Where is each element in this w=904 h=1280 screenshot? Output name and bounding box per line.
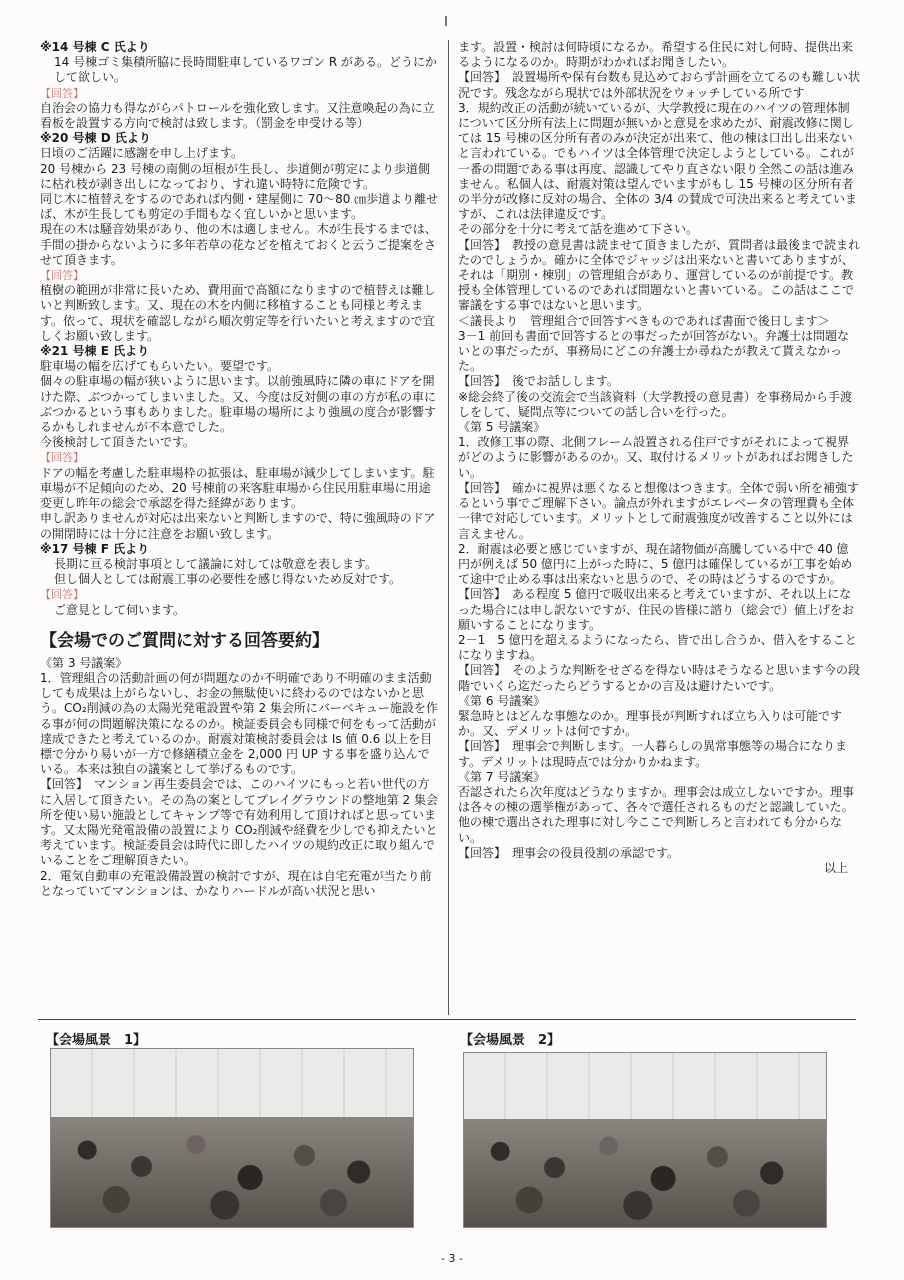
paragraph: 【回答】 設置場所や保有台数も見込めておらず計画を立てるのも難しい状況です。残念ながら現状では外部状況をウォッチしている所です: [458, 70, 861, 100]
paragraph: 現在の木は騒音効果があり、他の木は適しません。木が生長するまでは、手間の掛からないように多年若草の花などを植えておくと云うご提案をさせて頂きます。: [40, 222, 437, 267]
paragraph: 【回答】 理事会で判断します。一人暮らしの異常事態等の場合になります。デメリットは現時点では分かりかねます。: [458, 739, 848, 769]
paragraph: 1．管理組合の活動計画の何が問題なのか不明確であり不明確のまま活動しても成果は上がらないし、お金の無駄使いに終わるのではないかと思う。CO₂削減の為の太陽光発電設置や第 2 集会所にバーベキュー施設を作る事が何の問題解決策になるのか。検証委員会も同様で何をもって活動が達成できたと考えているのか。耐震対策検討委員会は Is 値 0.6 以上を目標で分かり易いが一方で修繕積立金を 2,000 円 UP する事を盛り込んでいる。本来は独自の議案として挙げるものです。: [40, 670, 438, 777]
venue-photo-2: [463, 1052, 827, 1228]
paragraph: 【回答】 後でお話しします。: [458, 374, 620, 389]
paragraph: 否認されたら次年度はどうなりますか。理事会は成立しないですか。理事は各々の棟の選挙権があって、各々で選任されるものだと認識していた。他の棟で選出された理事に対し今ここで判断しろと言われても分からない。: [458, 784, 855, 845]
paragraph: ドアの幅を考慮した駐車場枠の拡張は、駐車場が減少してしまいます。駐車場が不足傾向のため、20 号棟前の来客駐車場から住民用駐車場に用途変更し昨年の総会で承認を得た経緯があります。: [40, 465, 435, 511]
paragraph: 【回答】: [40, 451, 84, 465]
paragraph: 【回答】: [40, 588, 84, 602]
questioner-heading: ※14 号棟 C 氏より: [40, 40, 150, 54]
paragraph: 《第 7 号議案》: [458, 769, 546, 784]
photo-2-title: 【会場風景 2】: [460, 1033, 561, 1048]
paragraph: ご意見として伺います。: [54, 602, 186, 617]
paragraph: 3－1 前回も書面で回答するとの事だったが回答がない。弁護士は問題ないとの事だったが、事務局にどこの弁護士か尋ねたが教えて貰えなかった。: [458, 328, 850, 374]
paragraph: 自治会の協力も得ながらパトロールを強化致します。又注意喚起の為に立看板を設置する方向で検討は致します。（罰金を申受ける等）: [40, 100, 435, 131]
column-divider: [448, 40, 449, 1015]
paragraph: 1．改修工事の際、北側フレーム設置される住戸ですがそれによって視界がどのように影響があるのか。又、取付けるメリットがあればお聞きしたい。: [458, 435, 854, 480]
paragraph: 《第 3 号議案》: [40, 655, 128, 670]
paragraph: 長期に亘る検討事項として議論に対しては敬意を表します。: [54, 556, 378, 571]
paragraph: 【回答】: [40, 86, 84, 100]
paragraph: 【回答】 マンション再生委員会では、このハイツにもっと若い世代の方に入居して頂きたい。その為の案としてプレイグラウンドの整地第 2 集会所を使い易い施設としてキャンプ等で有効利用して頂ければと思っています。又太陽光発電設備の設置により CO₂削減や経費を少しでも抑えたいと考えています。検証委員会は時代に即したハイツの規約改正に取り組んでいることをご理解頂きたい。: [40, 777, 438, 868]
paragraph: 緊急時とはどんな事態なのか。理事長が判断すれば立ち入りは可能ですか。又、デメリットは何ですか。: [458, 708, 843, 739]
paragraph: 2－1 5 億円を超えるようになったら、皆で出し合うか、借入をすることになりますね。: [458, 632, 857, 663]
left-column: [40, 40, 440, 899]
paragraph: 以上: [823, 860, 848, 875]
paragraph: 2．耐震は必要と感じていますが、現在諸物価が高騰している中で 40 億円が例えば 50 億円に上がった時に、5 億円は確保しているが工事を始めて途中で止める事は出来ないと思うので、その時はどうするのですか。: [458, 541, 853, 587]
paragraph: その部分を十分に考えて話を進めて下さい。: [458, 222, 699, 237]
questioner-heading: ※21 号棟 E 氏より: [40, 344, 150, 359]
paragraph: 2．電気自動車の充電設備設置の検討ですが、現在は自宅充電が当たり前となっていてマンションは、かなりハードルが高い状況と思い: [40, 868, 432, 898]
paragraph: 14 号棟ゴミ集積所脇に長時間駐車しているワゴン R がある。どうにかして欲しい。: [54, 55, 438, 85]
paragraph: ※総会終了後の交流会で当該資料（大学教授の意見書）を事務局から手渡しをして、疑問点等についての話し合いを行った。: [458, 389, 853, 419]
paragraph: 個々の駐車場の幅が狭いように思います。以前強風時に隣の車にドアを開けた際、ぶつかってしまいました。又、今度は反対側の車の方が私の車にぶつかるという事もありました。駐車場の場所により強風の度合が影響するかもしれませんが不本意でした。: [40, 374, 437, 435]
paragraph: 申し訳ありませんが対応は出来ないと判断しますので、特に強風時のドアの開閉時には十分に注意をお願い致します。: [40, 511, 436, 541]
paragraph: 日頃のご活躍に感謝を申し上げます。: [40, 146, 244, 161]
page-number: - 3 -: [441, 1252, 463, 1265]
right-column: [458, 40, 860, 876]
paragraph: ＜議長より 管理組合で回答すべきものであれば書面で後日します＞: [458, 313, 830, 328]
paragraph: 《第 6 号議案》: [458, 693, 546, 708]
paragraph: 同じ木に植替えをするのであれば内側・建屋側に 70～80 ㎝歩道より離せば、木が生長しても剪定の手間もなく宜しいかと思います。: [40, 192, 439, 222]
venue-photo-1: [50, 1048, 414, 1228]
paragraph: 【回答】: [40, 269, 84, 283]
questioner-heading: ※17 号棟 F 氏より: [40, 541, 150, 556]
paragraph: 今後検討して頂きたいです。: [40, 435, 196, 450]
paragraph: 3．規約改正の活動が続いているが、大学教授に現在のハイツの管理体制について区分所有法上に問題が無いかと意見を求めたが、耐震改修に関しては 15 号棟の区分所有者のみが決定が出来て、他の棟は口出し出来ないと言われている。でもハイツは全体管理で決定しようとしている。これが一番の問題である事は再度、認識してやり直さない限り全然この話は進みません。私個人は、耐震対策は望んでいますがもし 15 号棟の区分所有者の半分が改修に反対の場合、全体の 3/4 の賛成で可決出来ると考えていますが、これは法律違反です。: [458, 100, 857, 222]
paragraph: 【回答】 教授の意見書は読ませて頂きましたが、質問者は最後まで読まれたのでしょうか。確かに全体でジャッジは出来ないと書いてありますが、それは「期別・棟別」の管理組合があり、運営しているのが前提です。教授も全体管理しているのであれば問題ないと書いている。この話はここで審議をする事ではないと思います。: [458, 237, 861, 313]
paragraph: 植樹の範囲が非常に長いため、費用面で高額になりますので植替えは難しいと判断致します。又、現在の木を内側に移植することも同様と考えます。依って、現状を確認しながら順次剪定等を行いたいと考えますので宜しくお願い致します。: [40, 283, 436, 343]
photo-1-title: 【会場風景 1】: [46, 1033, 147, 1048]
section-divider: [38, 1019, 856, 1020]
section-title: 【会場でのご質問に対する回答要約】: [40, 630, 329, 651]
fold-mark: [445, 16, 447, 26]
questioner-heading: ※20 号棟 D 氏より: [40, 131, 151, 146]
paragraph: 【回答】 そのような判断をせざるを得ない時はそうなると思います今の段階でいくら迄だったらどうするとかの言及は避けたいです。: [458, 663, 861, 693]
paragraph: 【回答】 理事会の役員役割の承認です。: [458, 845, 680, 860]
paragraph: 【回答】 ある程度 5 億円で吸収出来ると考えていますが、それ以上になった場合には申し訳ないですが、住民の皆様に諮り（総会で）値上げをお願いすることになります。: [458, 587, 855, 632]
paragraph: 20 号棟から 23 号棟の南側の垣根が生長し、歩道側が剪定により歩道側に枯れ枝が剥き出しになっており、すれ違い時特に危険です。: [40, 161, 430, 191]
paragraph: 但し個人としては耐震工事の必要性を感じ得ないため反対です。: [54, 572, 402, 587]
paragraph: 《第 5 号議案》: [458, 420, 546, 435]
paragraph: 【回答】 確かに視界は悪くなると想像はつきます。全体で弱い所を補強するという事でご理解下さい。論点が外れますがエレベータの管理費も全体一律で対応しています。メリットとして耐震強度が改善すること以外には言えません。: [458, 480, 860, 541]
paragraph: ます。設置・検討は何時頃になるか。希望する住民に対し何時、提供出来るようになるのか。時期がわかればお聞きしたい。: [458, 40, 854, 70]
paragraph: 駐車場の幅を広げてもらいたい。要望です。: [40, 359, 280, 374]
